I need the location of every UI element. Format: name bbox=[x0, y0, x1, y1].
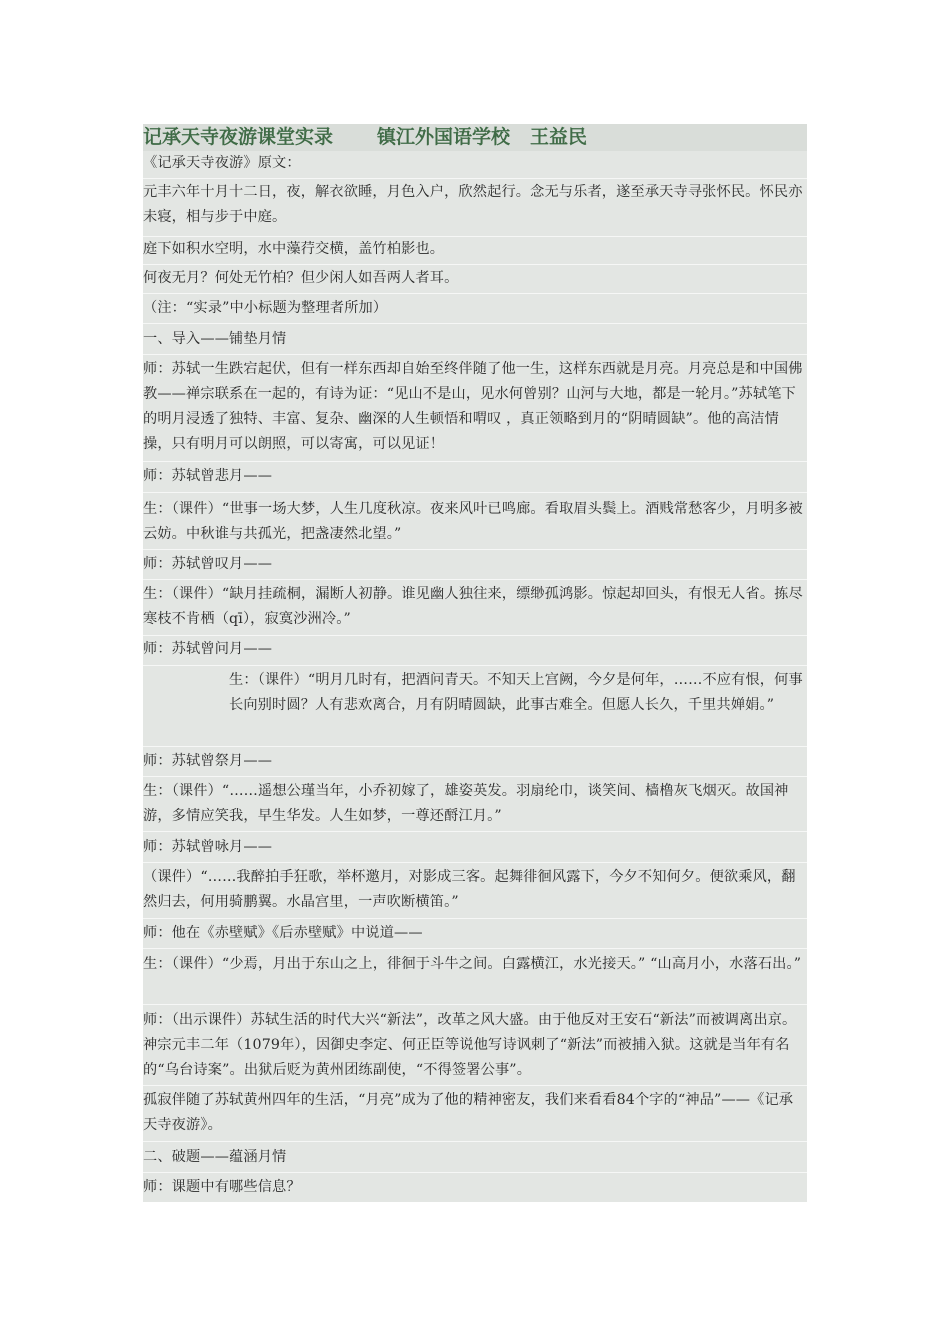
paragraph-original-3: 何夜无月？何处无竹柏？但少闲人如吾两人者耳。 bbox=[143, 270, 459, 286]
paragraph-teacher-sigh-moon: 师：苏轼曾叹月—— bbox=[143, 556, 273, 572]
paragraph-student-2: 生：（课件）“缺月挂疏桐，漏断人初静。谁见幽人独往来，缥缈孤鸿影。惊起却回头，有恨无人省。拣尽寒枝不肯栖（qī），寂寞沙洲冷。” bbox=[143, 586, 803, 627]
paragraph-original-label: 《记承天寺夜游》原文： bbox=[143, 155, 301, 171]
paragraph-teacher-offer-moon: 师：苏轼曾祭月—— bbox=[143, 753, 273, 769]
paragraph-student-4: 生：（课件）“……遥想公瑾当年，小乔初嫁了，雄姿英发。羽扇纶巾，谈笑间、樯橹灰飞烟灭。故国神游，多情应笑我，早生华发。人生如梦，一尊还酹江月。” bbox=[143, 783, 789, 824]
page-title bbox=[143, 124, 807, 151]
title-author: 王益民 bbox=[530, 126, 588, 148]
paragraph-loneliness: 孤寂伴随了苏轼黄州四年的生活，“月亮”成为了他的精神密友，我们来看看84个字的“神品”——《记承天寺夜游》。 bbox=[143, 1092, 794, 1133]
paragraph-student-1: 生：（课件）“世事一场大梦，人生几度秋凉。夜来风叶已鸣廊。看取眉头鬓上。酒贱常愁客少，月明多被云妨。中秋谁与共孤光，把盏凄然北望。” bbox=[143, 501, 803, 542]
section-heading-2: 二、破题——蕴涵月情 bbox=[143, 1149, 287, 1165]
paragraph-student-6: 生：（课件）“少焉，月出于东山之上，徘徊于斗牛之间。白露横江，水光接天。” “山高月小，水落石出。” bbox=[143, 956, 802, 972]
title-main: 记承天寺夜游课堂实录 bbox=[143, 126, 334, 148]
paragraph-teacher-intro: 师：苏轼一生跌宕起伏，但有一样东西却自始至终伴随了他一生，这样东西就是月亮。月亮总是和中国佛教——禅宗联系在一起的，有诗为证：“见山不是山，见水何曾别？山河与大地，都是一轮月。”苏轼笔下的明月浸透了独特、丰富、复杂、幽深的人生顿悟和喟叹 ，真正领略到月的“阴晴圆缺”。他的高洁情操，只有明月可以朗照，可以寄寓，可以见证！ bbox=[143, 361, 803, 452]
paragraph-teacher-chibi: 师：他在《赤壁赋》《后赤壁赋》中说道—— bbox=[143, 925, 423, 941]
paragraph-original-2: 庭下如积水空明，水中藻荇交横，盖竹柏影也。 bbox=[143, 241, 445, 257]
paragraph-note: （注：“实录”中小标题为整理者所加） bbox=[143, 300, 388, 316]
paragraph-teacher-history: 师：（出示课件）苏轼生活的时代大兴“新法”，改革之风大盛。由于他反对王安石“新法”而被调离出京。神宗元丰二年（1079年），因御史李定、何正臣等说他写诗讽刺了“新法”而被捕入狱。这就是当年有名的“乌台诗案”。出狱后贬为黄州团练副使，“不得签署公事”。 bbox=[143, 1012, 797, 1078]
paragraph-teacher-ask-moon: 师：苏轼曾问月—— bbox=[143, 641, 273, 657]
paragraph-teacher-question: 师：课题中有哪些信息？ bbox=[143, 1179, 301, 1195]
paragraph-teacher-sad-moon: 师：苏轼曾悲月—— bbox=[143, 468, 273, 484]
paragraph-original-1: 元丰六年十月十二日，夜，解衣欲睡，月色入户，欣然起行。念无与乐者，遂至承天寺寻张怀民。怀民亦未寝，相与步于中庭。 bbox=[143, 184, 803, 225]
section-heading-1: 一、导入——铺垫月情 bbox=[143, 331, 287, 347]
title-school: 镇江外国语学校 bbox=[377, 126, 511, 148]
paragraph-courseware-5: （课件）“……我醉拍手狂歌，举杯邀月，对影成三客。起舞徘徊风露下，今夕不知何夕。便欲乘风，翻然归去，何用骑鹏翼。水晶宫里，一声吹断横笛。” bbox=[143, 869, 796, 910]
document-page bbox=[143, 124, 807, 1202]
paragraph-teacher-praise-moon: 师：苏轼曾咏月—— bbox=[143, 839, 273, 855]
paragraph-student-3: 生：（课件）“明月几时有，把酒问青天。不知天上宫阙，今夕是何年，……不应有恨，何事长向别时圆？人有悲欢离合，月有阴晴圆缺，此事古难全。但愿人长久，千里共婵娟。” bbox=[229, 672, 803, 713]
